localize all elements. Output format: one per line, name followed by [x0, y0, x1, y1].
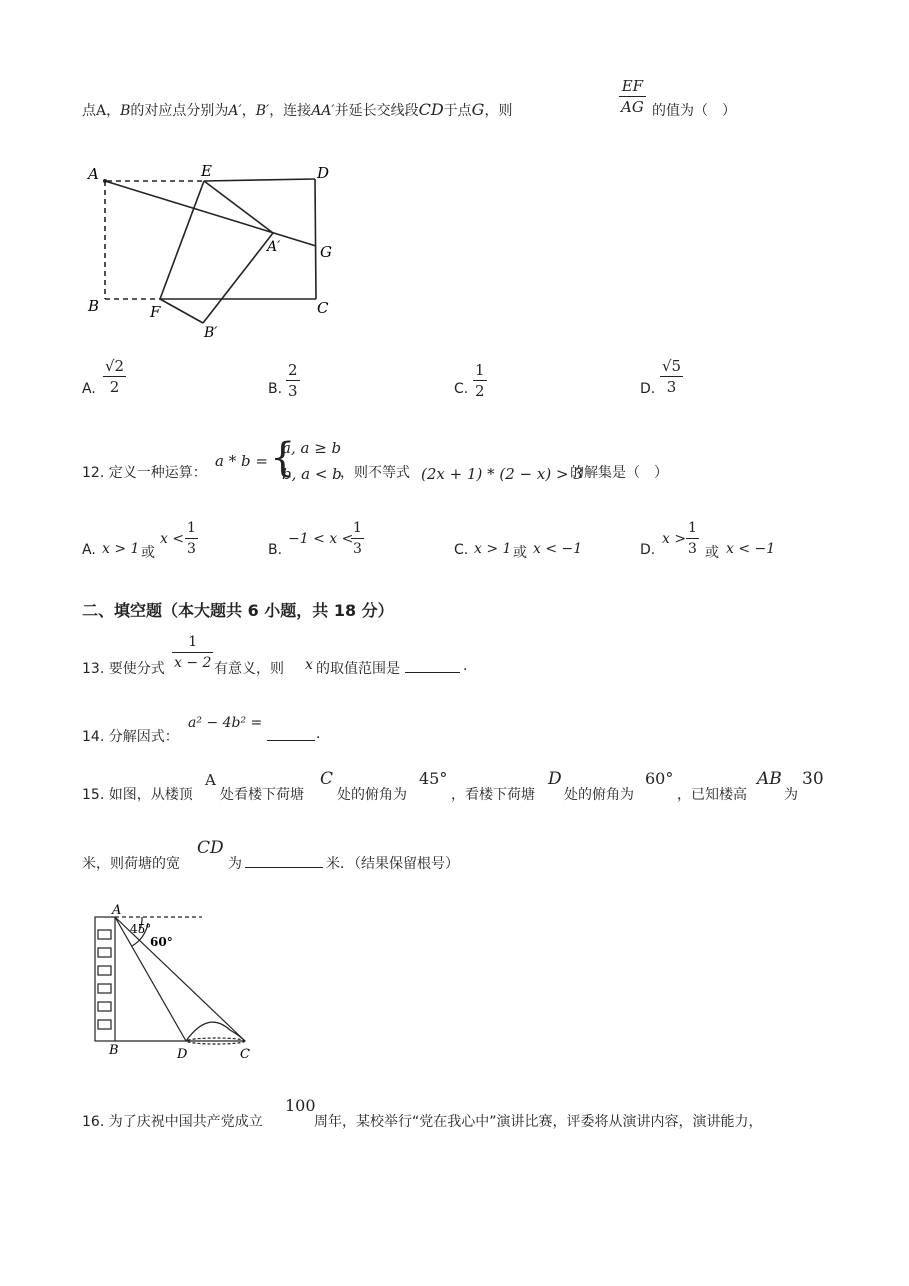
q15-text-1: 15. 如图，从楼顶 — [82, 787, 193, 803]
label-C: C — [317, 299, 329, 317]
point-A-dot — [103, 179, 107, 183]
q12-tail: 的解集是（ ） — [570, 465, 668, 481]
q15-building-pond-figure — [90, 900, 270, 1065]
label-D: D — [317, 164, 330, 182]
q12-option-b-letter: B. — [268, 542, 283, 558]
fraction-denominator: 3 — [288, 382, 298, 400]
text: 点 — [82, 103, 96, 119]
q16-number-100: 100 — [285, 1096, 316, 1115]
text: 并延长交线段 — [334, 103, 419, 119]
q12-option-b-fraction — [351, 518, 364, 559]
q15-segment-CD: CD — [197, 838, 224, 858]
q11-option-d-value — [660, 356, 683, 397]
q15-point-A: A — [205, 771, 216, 789]
fraction-numerator: EF — [619, 76, 646, 97]
text: 于点 — [443, 103, 472, 119]
fraction-numerator: 1 — [351, 518, 364, 539]
fraction-numerator: 1 — [185, 518, 198, 539]
label-B-prime: B′ — [204, 325, 218, 341]
q15-height-value: 30 — [802, 769, 824, 789]
q13-answer-blank[interactable] — [405, 658, 460, 673]
q14-label: 14. 分解因式： — [82, 729, 179, 745]
text: ，则 — [484, 103, 513, 119]
label-angle-60: 60° — [150, 935, 173, 949]
segment-DC — [315, 179, 316, 299]
q13-mid-text: 有意义，则 — [214, 661, 284, 677]
q11-option-c-letter: C. — [454, 381, 469, 397]
q12-definition-lhs: a * b = — [215, 452, 268, 470]
q16-text-2: 周年，某校举行“党在我心中”演讲比赛，评委将从演讲内容，演讲能力， — [314, 1114, 763, 1130]
fraction-numerator: 1 — [475, 361, 485, 379]
fraction-denominator: 3 — [353, 541, 362, 557]
label-G: G — [320, 243, 332, 261]
q15-text-8: 米，则荷塘的宽 — [82, 856, 180, 872]
math-A: A — [96, 103, 107, 119]
q15-text-3: 处的俯角为 — [337, 787, 407, 803]
q12-option-a-part1: x > 1 — [102, 541, 140, 557]
q12-option-d-relation: x > — [662, 531, 687, 547]
q11-tail-line — [82, 100, 512, 120]
math-B: B — [120, 103, 131, 119]
fraction-denominator: 2 — [475, 382, 485, 400]
window — [98, 930, 111, 939]
q12-option-d-part2: x < −1 — [726, 541, 776, 557]
q12-option-c-part2: x < −1 — [533, 541, 583, 557]
math-AA-prime: AA′ — [311, 103, 335, 119]
q15-answer-blank[interactable] — [245, 853, 323, 868]
fraction-numerator: 1 — [686, 518, 699, 539]
q15-text-2: 处看楼下荷塘 — [220, 787, 304, 803]
q11-ratio-fraction — [619, 76, 646, 117]
q15-segment-AB: AB — [757, 769, 782, 789]
fraction-denominator: 3 — [187, 541, 196, 557]
q14-period: . — [316, 726, 321, 742]
q12-option-a-fraction — [185, 518, 198, 559]
label-A-prime: A′ — [267, 239, 281, 255]
q15-text-5: 处的俯角为 — [564, 787, 634, 803]
text: ， — [241, 103, 256, 119]
q12-option-a-or: 或 — [141, 545, 155, 561]
fraction-numerator: √5 — [662, 357, 682, 375]
window — [98, 1002, 111, 1011]
q15-text-9: 为 — [228, 856, 242, 872]
q15-point-C: C — [320, 769, 334, 789]
q11-option-b-letter: B. — [268, 381, 283, 397]
q12-option-a-relation: x < — [160, 531, 185, 547]
q12-option-d-letter: D. — [640, 542, 656, 558]
q12-option-a-letter: A. — [82, 542, 96, 558]
q15-text-6: ，已知楼高 — [677, 787, 747, 803]
q12-mid-text: ，则不等式 — [340, 465, 410, 481]
q13-fraction — [172, 632, 213, 673]
q16-text-1: 16. 为了庆祝中国共产党成立 — [82, 1114, 263, 1130]
q11-option-a-value — [103, 356, 126, 397]
q12-brace: { — [270, 435, 296, 481]
segment-ED — [204, 179, 315, 181]
label-F: F — [150, 303, 161, 321]
segment-A-prime-B-prime — [203, 233, 273, 323]
q14-answer-blank[interactable] — [267, 726, 315, 741]
q15-angle-60: 60° — [645, 769, 674, 788]
math-CD: CD — [418, 100, 444, 119]
fraction-denominator: x − 2 — [174, 655, 212, 671]
math-G: G — [471, 100, 485, 119]
q12-option-d-or: 或 — [705, 545, 719, 561]
segment-AG — [105, 181, 316, 246]
q11-option-b-value — [286, 360, 300, 401]
q15-angle-45: 45° — [419, 769, 448, 788]
q12-option-b-relation: −1 < x < — [288, 531, 354, 547]
fraction-numerator: √2 — [105, 357, 125, 375]
q12-label: 12. 定义一种运算： — [82, 465, 207, 481]
q11-option-c-value — [473, 360, 487, 401]
q15-text-4: ，看楼下荷塘 — [451, 787, 535, 803]
fraction-denominator: 2 — [109, 378, 120, 396]
q12-case-1: a, a ≥ b — [282, 439, 342, 457]
q15-text-10: 米．（结果保留根号） — [326, 856, 459, 872]
label-angle-45: 45° — [130, 922, 152, 936]
fraction-numerator: 1 — [172, 632, 213, 653]
window — [98, 966, 111, 975]
label-C: C — [240, 1047, 250, 1062]
segment-EF — [160, 181, 204, 299]
text: 的对应点分别为 — [130, 103, 229, 119]
label-D: D — [177, 1047, 188, 1062]
q12-option-c-letter: C. — [454, 542, 469, 558]
q11-tail-end: 的值为（ ） — [652, 103, 736, 119]
q12-option-c-or: 或 — [513, 545, 527, 561]
math-A-prime: A′ — [228, 103, 242, 119]
fraction-denominator: 3 — [666, 378, 677, 396]
q13-tail: 的取值范围是 — [316, 661, 400, 677]
q14-expression: a² − 4b² = — [188, 715, 263, 731]
q13-period: . — [463, 658, 468, 674]
fraction-denominator: 3 — [688, 541, 697, 557]
label-B: B — [109, 1043, 119, 1058]
q12-option-d-fraction — [686, 518, 699, 559]
window — [98, 1020, 111, 1029]
q15-text-7: 为 — [784, 787, 798, 803]
segment-EA-prime — [204, 181, 273, 233]
q11-option-d-letter: D. — [640, 381, 656, 397]
q11-option-a-letter: A. — [82, 381, 96, 397]
q12-inequality: (2x + 1) * (2 − x) > 3 — [421, 465, 583, 483]
q11-geometry-figure — [80, 160, 350, 345]
text: ， — [106, 103, 121, 119]
q13-label: 13. 要使分式 — [82, 661, 165, 677]
window — [98, 984, 111, 993]
fraction-denominator: AG — [621, 98, 644, 116]
q12-option-c-part1: x > 1 — [474, 541, 512, 557]
q12-case-2: b, a < b — [282, 465, 342, 483]
window — [98, 948, 111, 957]
label-B: B — [88, 297, 100, 315]
section-heading-fill-in-blank: 二、填空题（本大题共 6 小题，共 18 分） — [82, 601, 394, 620]
label-A: A — [112, 903, 122, 918]
fraction-numerator: 2 — [288, 361, 298, 379]
q15-point-D: D — [548, 769, 562, 789]
label-E: E — [201, 162, 212, 180]
label-A: A — [88, 165, 99, 183]
segment-FB-prime — [160, 299, 203, 323]
text: ，连接 — [269, 103, 312, 119]
q13-variable-x: x — [305, 657, 313, 673]
math-B-prime: B′ — [255, 103, 270, 119]
